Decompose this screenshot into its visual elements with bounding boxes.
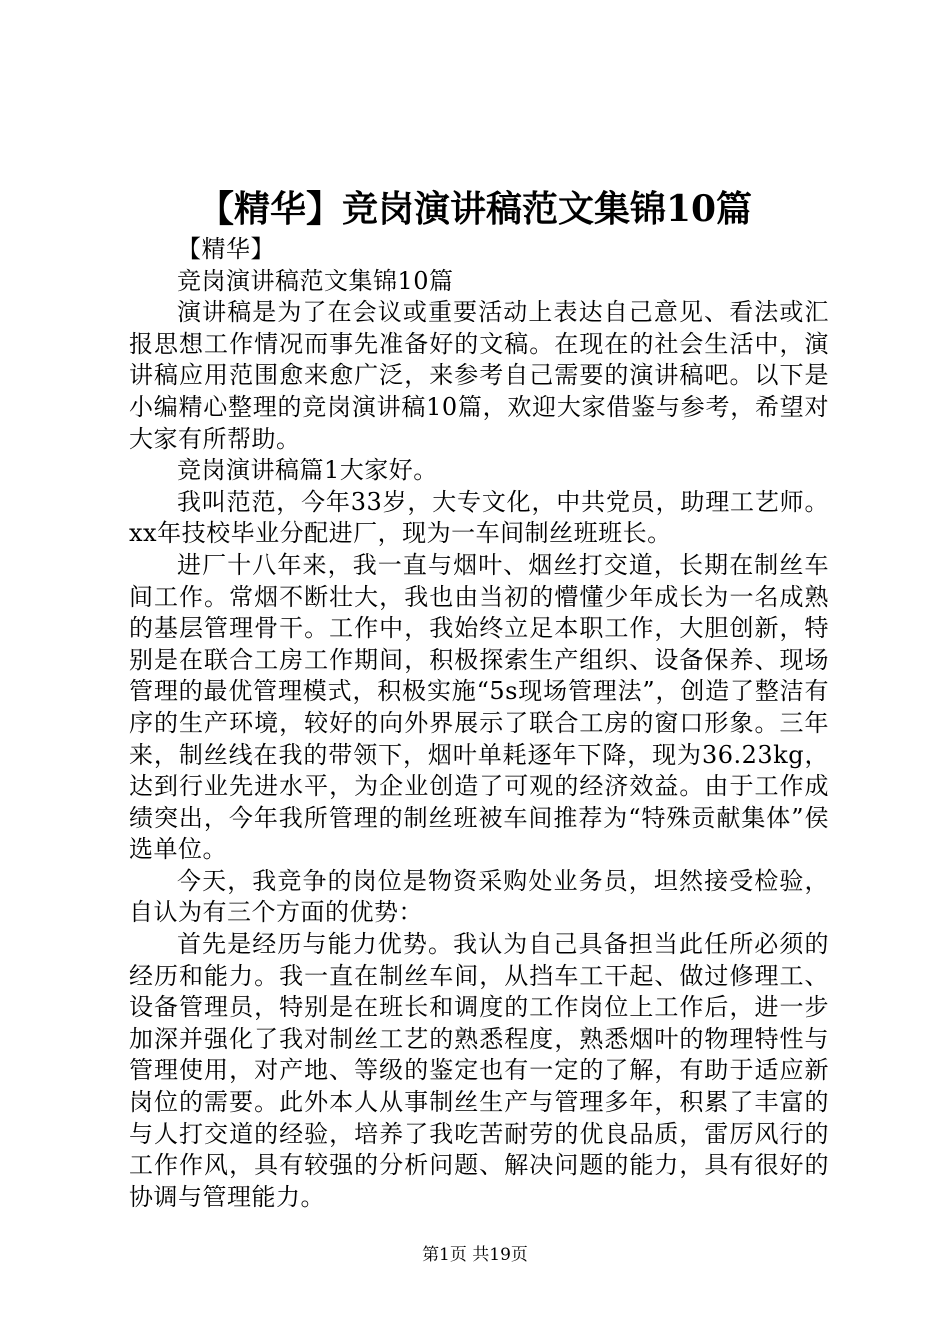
document-body [129,234,829,1213]
paragraph-self-intro: 我叫范范，今年33岁，大专文化，中共党员，助理工艺师。xx年技校毕业分配进厂，现为一车间制丝班班长。 [129,487,829,548]
page-number-footer: 第1页 共19页 [422,1245,528,1265]
document-title: 【精华】竞岗演讲稿范文集锦10篇 [197,188,753,230]
paragraph-experience: 进厂十八年来，我一直与烟叶、烟丝打交道，长期在制丝车间工作。常烟不断壮大，我也由当初的懵懂少年成长为一名成熟的基层管理骨干。工作中，我始终立足本职工作，大胆创新，特别是在联合工房工作期间，积极探索生产组织、设备保养、现场管理的最优管理模式，积极实施“5s现场管理法”，创造了整洁有序的生产环境，较好的向外界展示了联合工房的窗口形象。三年来，制丝线在我的带领下，烟叶单耗逐年下降，现为36.23kg，达到行业先进水平，为企业创造了可观的经济效益。由于工作成绩突出，今年我所管理的制丝班被车间推荐为“特殊贡献集体”侯选单位。 [129,550,829,864]
paragraph-intro: 演讲稿是为了在会议或重要活动上表达自己意见、看法或汇报思想工作情况而事先准备好的文稿。在现在的社会生活中，演讲稿应用范围愈来愈广泛，来参考自己需要的演讲稿吧。以下是小编精心整理的竞岗演讲稿10篇，欢迎大家借鉴与参考，希望对大家有所帮助。 [129,298,829,453]
paragraph-tag: 【精华】 [177,235,275,263]
paragraph-advantage-1: 首先是经历与能力优势。我认为自己具备担当此任所必须的经历和能力。我一直在制丝车间，从挡车工干起、做过修理工、设备管理员，特别是在班长和调度的工作岗位上工作后，进一步加深并强化了我对制丝工艺的熟悉程度，熟悉烟叶的物理特性与管理使用，对产地、等级的鉴定也有一定的了解，有助于适应新岗位的需要。此外本人从事制丝生产与管理多年，积累了丰富的与人打交道的经验，培养了我吃苦耐劳的优良品质，雷厉风行的工作作风，具有较强的分析问题、解决问题的能力，具有很好的协调与管理能力。 [129,930,829,1211]
paragraph-position: 今天，我竞争的岗位是物资采购处业务员，坦然接受检验，自认为有三个方面的优势： [129,866,829,927]
paragraph-subtitle: 竞岗演讲稿范文集锦10篇 [177,266,454,295]
paragraph-speech-heading: 竞岗演讲稿篇1大家好。 [177,456,438,485]
